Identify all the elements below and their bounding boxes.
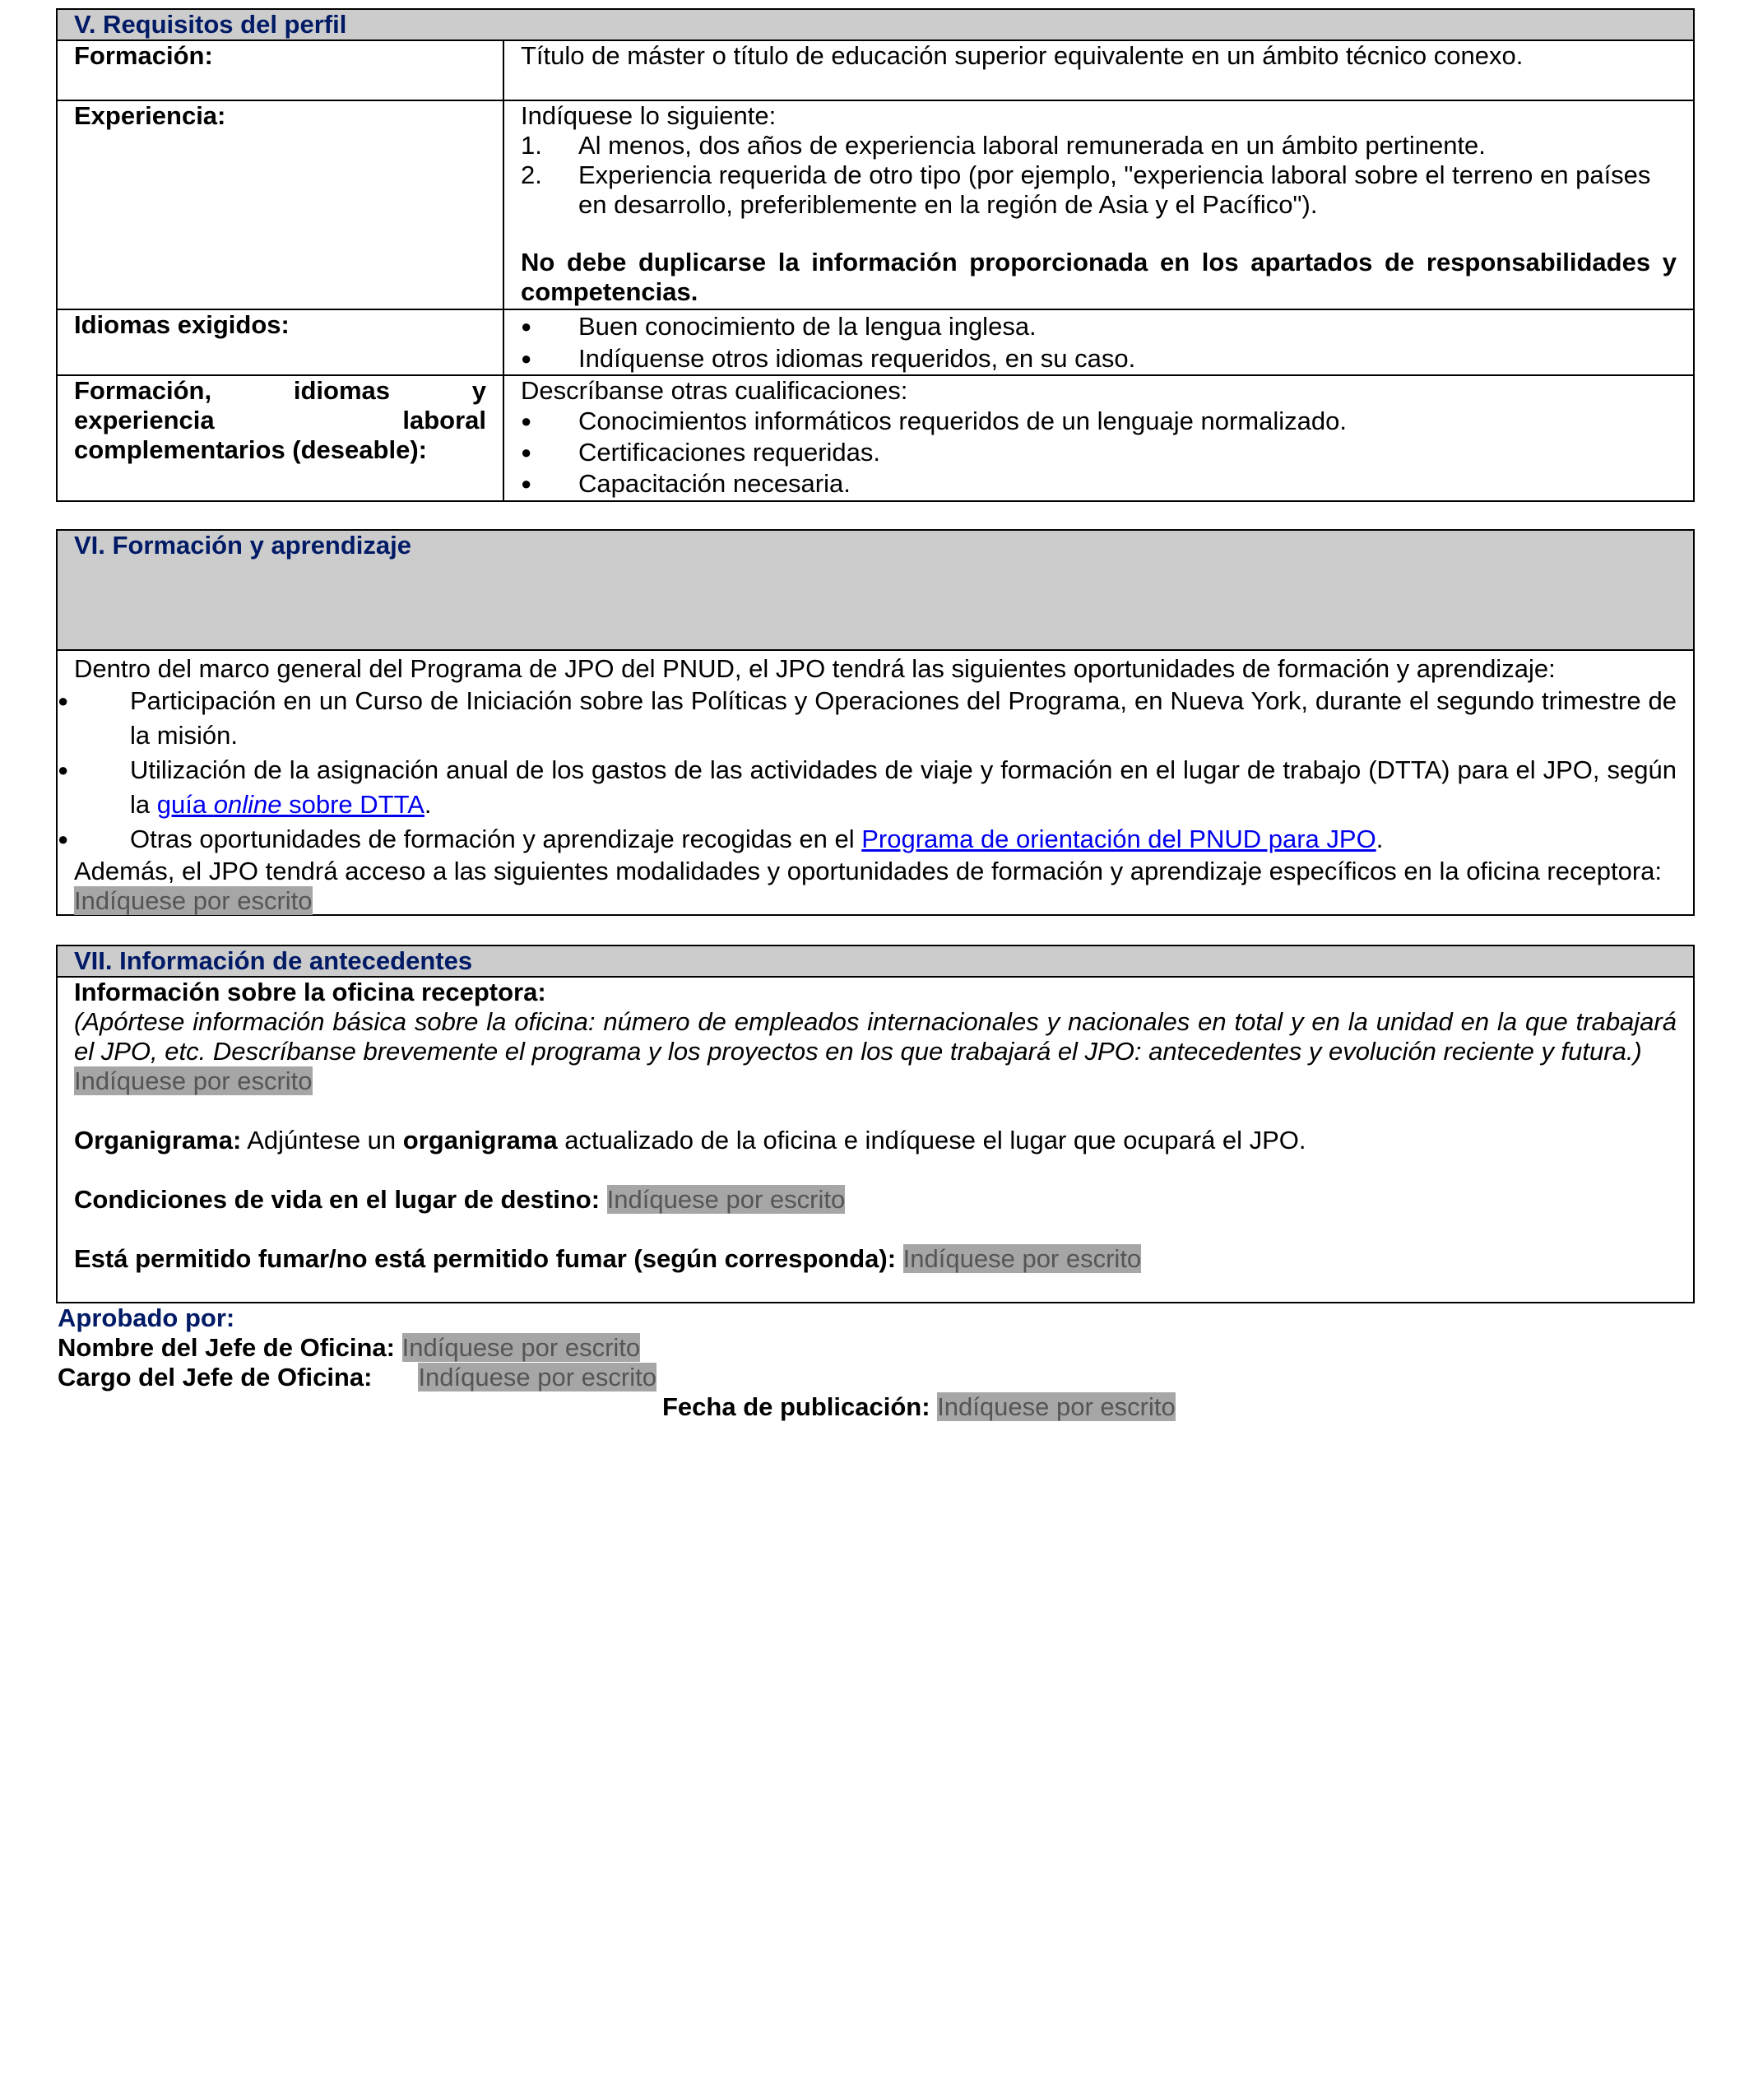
living-conditions-line: Condiciones de vida en el lugar de destino: Indíquese por escrito	[74, 1185, 846, 1214]
list-text: Indíquense otros idiomas requeridos, en su caso.	[578, 344, 1136, 373]
placeholder-field[interactable]: Indíquese por escrito	[418, 1363, 656, 1391]
list-number: 2.	[521, 160, 542, 189]
education-label: Formación:	[58, 41, 503, 100]
section-title: V. Requisitos del perfil	[58, 10, 1693, 41]
list-text: Experiencia requerida de otro tipo (por ejemplo, "experiencia laboral sobre el terreno en países en desarrollo, preferiblemente en la región de Asia y el Pacífico").	[578, 160, 1651, 219]
languages-label: Idiomas exigidos:	[58, 309, 503, 375]
training-content	[58, 651, 1693, 916]
list-text: Conocimientos informáticos requeridos de un lenguaje normalizado.	[578, 407, 1347, 435]
bullet-icon: ●	[521, 473, 532, 494]
table-row	[58, 41, 1693, 100]
publication-date-line: Fecha de publicación: Indíquese por escrito	[662, 1392, 1176, 1421]
list-item	[58, 753, 1677, 822]
approval-block	[58, 1303, 656, 1392]
table-row	[58, 375, 1693, 500]
list-text: Capacitación necesaria.	[578, 469, 851, 498]
orientation-program-link[interactable]: Programa de orientación del PNUD para JPO	[861, 825, 1376, 853]
table-row	[58, 309, 1693, 375]
education-value: Título de máster o título de educación superior equivalente en un ámbito técnico conexo.	[503, 41, 1693, 100]
smoking-policy-line: Está permitido fumar/no está permitido fumar (según corresponda): Indíquese por escrito	[74, 1244, 1142, 1273]
experience-value	[503, 100, 1693, 309]
list-text: Buen conocimiento de la lengua inglesa.	[578, 312, 1037, 341]
placeholder-field[interactable]: Indíquese por escrito	[937, 1392, 1176, 1421]
list-item	[521, 342, 1677, 374]
bullet-icon: ●	[521, 348, 532, 369]
requirements-table	[58, 41, 1693, 500]
list-item	[521, 310, 1677, 342]
training-intro: Dentro del marco general del Programa de JPO del PNUD, el JPO tendrá las siguientes oportunidades de formación y aprendizaje:	[74, 654, 1556, 683]
bullet-icon: ●	[521, 411, 532, 431]
table-row	[58, 100, 1693, 309]
list-text: Otras oportunidades de formación y aprendizaje recogidas en el Programa de orientación del PNUD para JPO.	[130, 825, 1384, 853]
section-background-info	[56, 945, 1695, 1303]
list-item	[58, 822, 1677, 857]
list-item	[521, 437, 1677, 468]
list-text: Al menos, dos años de experiencia laboral remunerada en un ámbito pertinente.	[578, 131, 1486, 160]
office-head-name-line: Nombre del Jefe de Oficina: Indíquese por escrito	[58, 1333, 641, 1362]
experience-note: No debe duplicarse la información proporcionada en los apartados de responsabilidades y competencias.	[521, 248, 1677, 306]
list-item	[521, 131, 1677, 160]
experience-intro: Indíquese lo siguiente:	[521, 101, 777, 130]
placeholder-field[interactable]: Indíquese por escrito	[902, 1244, 1142, 1273]
placeholder-field[interactable]: Indíquese por escrito	[606, 1185, 846, 1214]
office-info-description: (Apórtese información básica sobre la oficina: número de empleados internacionales y nacionales en total y en la unidad en la que trabajará el JPO, etc. Descríbanse brevemente el programa y los proyectos en los que trabajará el JPO: antecedentes y evolución reciente y futura.)	[74, 1007, 1677, 1066]
list-text: Certificaciones requeridas.	[578, 438, 881, 467]
org-chart-line: Organigrama: Adjúntese un organigrama actualizado de la oficina e indíquese el lugar que ocupará el JPO.	[74, 1126, 1306, 1155]
office-head-role-line: Cargo del Jefe de Oficina: Indíquese por escrito	[58, 1363, 656, 1391]
complementary-intro: Descríbanse otras cualificaciones:	[521, 376, 908, 405]
bullet-icon: ●	[58, 690, 69, 711]
section-training	[56, 529, 1695, 916]
section-profile-requirements	[56, 8, 1695, 502]
section-title: VI. Formación y aprendizaje	[58, 531, 1693, 651]
bullet-icon: ●	[58, 760, 69, 780]
experience-label: Experiencia:	[58, 100, 503, 309]
office-info-label: Información sobre la oficina receptora:	[74, 978, 546, 1006]
list-text: Utilización de la asignación anual de los gastos de las actividades de viaje y formación en el lugar de trabajo (DTTA) para el JPO, según la guía online sobre DTTA.	[130, 755, 1677, 819]
complementary-label-text: complementarios (deseable):	[74, 435, 427, 464]
complementary-label: Formación, idiomas y experiencia laboral complementarios (deseable):	[58, 375, 503, 500]
list-text: Participación en un Curso de Iniciación sobre las Políticas y Operaciones del Programa, en Nueva York, durante el segundo trimestre de la misión.	[130, 686, 1677, 750]
complementary-value	[503, 375, 1693, 500]
placeholder-field[interactable]: Indíquese por escrito	[401, 1333, 641, 1362]
training-outro: Además, el JPO tendrá acceso a las siguientes modalidades y oportunidades de formación y aprendizaje específicos en la oficina receptora:	[74, 857, 1662, 885]
list-item	[521, 468, 1677, 499]
approval-title: Aprobado por:	[58, 1303, 235, 1332]
placeholder-field[interactable]: Indíquese por escrito	[74, 886, 313, 915]
list-number: 1.	[521, 131, 542, 160]
list-item	[521, 406, 1677, 437]
list-item	[58, 684, 1677, 753]
bullet-icon: ●	[521, 442, 532, 462]
bullet-icon: ●	[521, 316, 532, 337]
list-item	[521, 160, 1677, 220]
languages-value	[503, 309, 1693, 375]
dtta-guide-link[interactable]: guía online sobre DTTA	[156, 790, 424, 819]
bullet-icon: ●	[58, 829, 69, 849]
section-title: VII. Información de antecedentes	[58, 946, 1693, 978]
placeholder-field[interactable]: Indíquese por escrito	[74, 1066, 313, 1095]
background-content	[58, 978, 1693, 1274]
